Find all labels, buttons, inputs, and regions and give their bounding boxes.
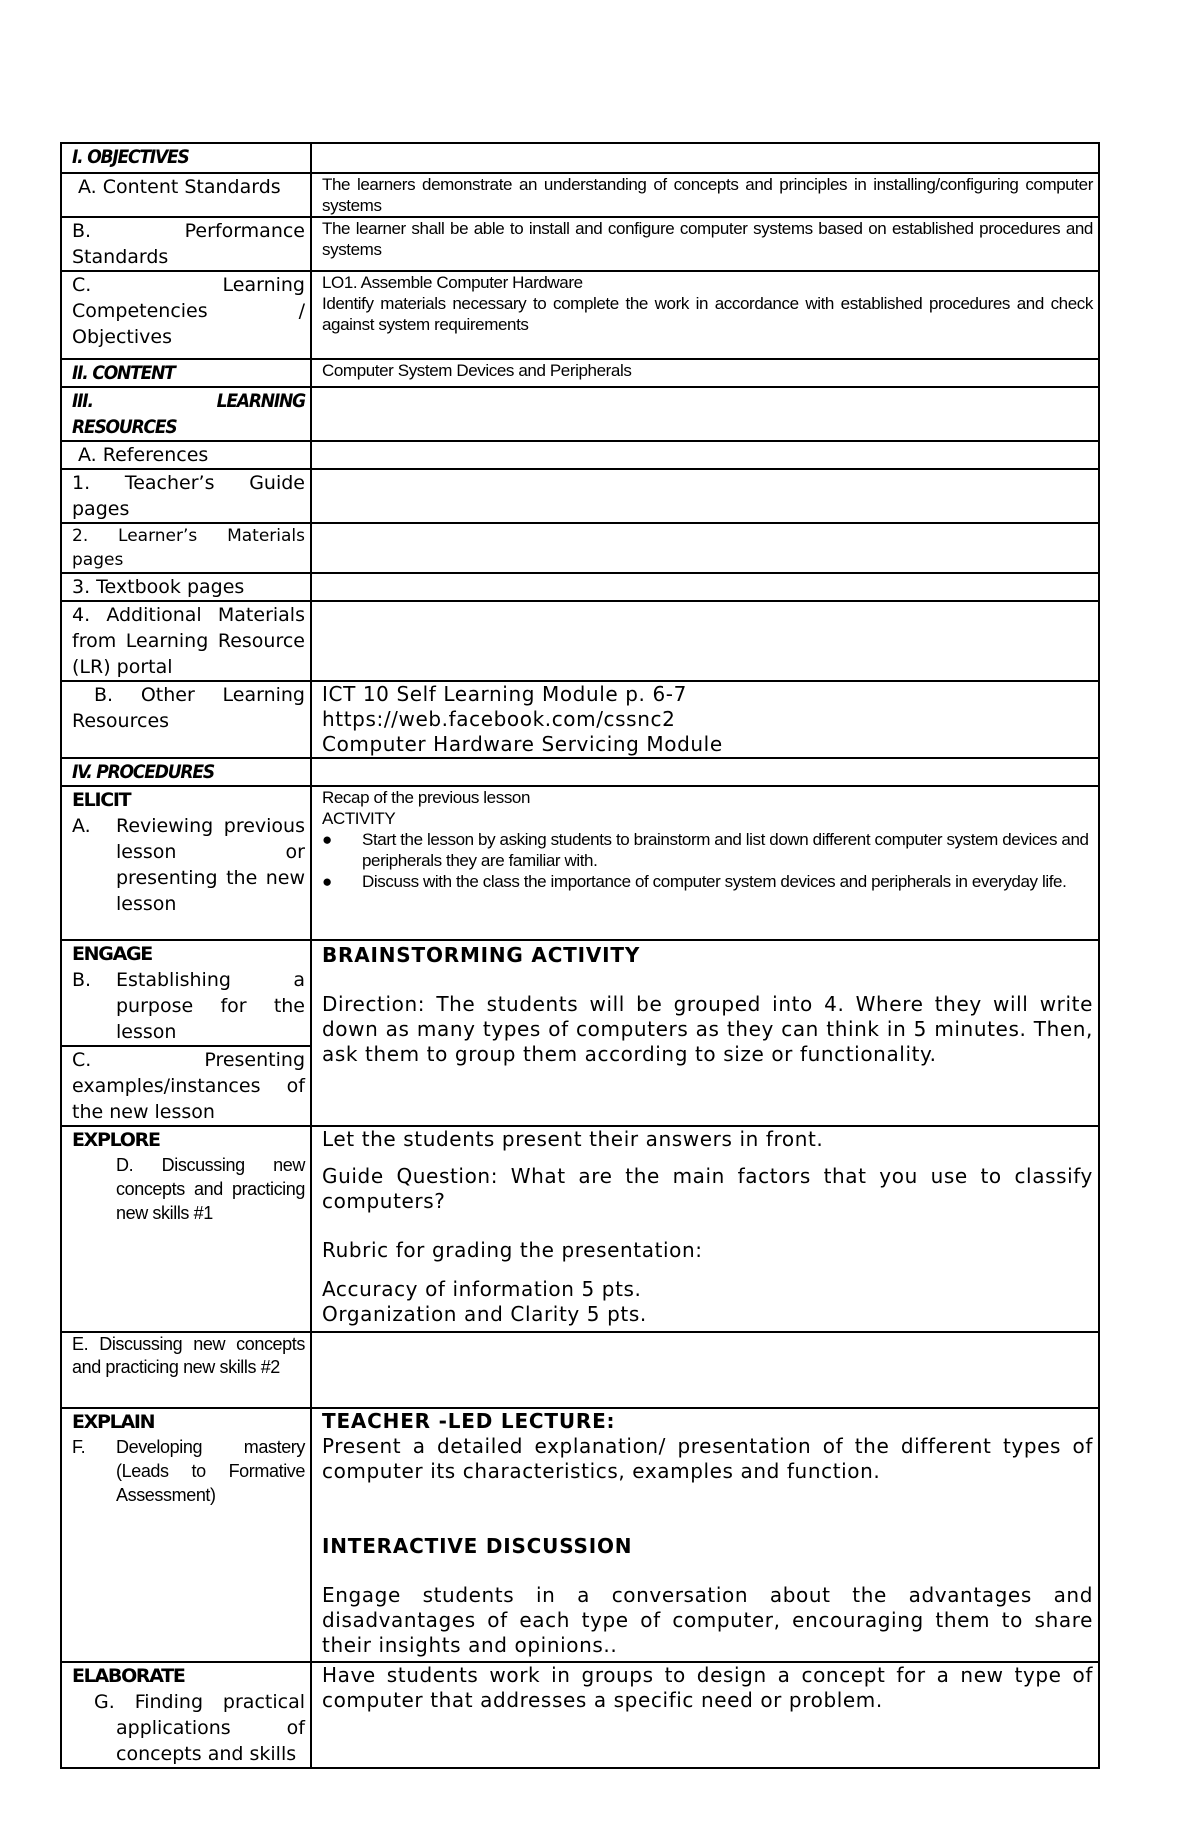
row-learners-materials bbox=[61, 523, 1099, 573]
learning-competencies-lo1: LO1. Assemble Computer Hardware bbox=[322, 273, 583, 292]
discussion-title: INTERACTIVE DISCUSSION bbox=[322, 1534, 633, 1558]
elicit-prefix: A. bbox=[72, 815, 91, 837]
row-textbook bbox=[61, 573, 1099, 601]
row-teachers-guide bbox=[61, 469, 1099, 523]
list-item: ● Start the lesson by asking students to brainstorm and list down different computer system devices and peripherals they are familiar with. bbox=[362, 829, 1093, 871]
other-resources-label: B. Other Learning Resources bbox=[72, 684, 305, 732]
row-objectives-heading bbox=[61, 143, 1099, 173]
row-learning-resources-heading bbox=[61, 387, 1099, 441]
row-procedures-heading bbox=[61, 758, 1099, 786]
explore-guide-question: Guide Question: What are the main factors that you use to classify computers? bbox=[322, 1164, 1093, 1213]
references-label: A. References bbox=[78, 444, 209, 466]
explain-prefix: F. bbox=[72, 1437, 86, 1457]
engage-b-label: Establishing a purpose for the lesson bbox=[116, 969, 305, 1043]
row-elaborate bbox=[61, 1662, 1099, 1768]
brainstorming-title: BRAINSTORMING ACTIVITY bbox=[322, 943, 641, 967]
learning-resources-heading-2: RESOURCES bbox=[72, 416, 177, 438]
content-heading: II. CONTENT bbox=[72, 362, 175, 384]
elaborate-tag: ELABORATE bbox=[72, 1665, 185, 1687]
row-references bbox=[61, 441, 1099, 469]
row-elicit bbox=[61, 786, 1099, 940]
row-performance-standards bbox=[61, 217, 1099, 271]
elicit-label: Reviewing previous lesson or presenting the new lesson bbox=[116, 815, 305, 915]
other-resources-module: ICT 10 Self Learning Module p. 6-7 bbox=[322, 682, 687, 706]
learning-competencies-detail: Identify materials necessary to complete the work in accordance with established procedures and check against system requirements bbox=[322, 294, 1093, 334]
elicit-bullet-list bbox=[322, 829, 1093, 892]
teachers-guide-label: 1. Teacher’s Guide pages bbox=[72, 472, 305, 520]
lesson-plan-table bbox=[60, 142, 1100, 1769]
other-resources-url: https://web.facebook.com/cssnc2 bbox=[322, 707, 676, 731]
performance-standards-label-1: B. Performance bbox=[72, 220, 305, 242]
engage-tag: ENGAGE bbox=[72, 943, 152, 965]
elaborate-label: G. Finding practical applications of concepts and skills bbox=[94, 1691, 305, 1765]
lecture-title: TEACHER -LED LECTURE: bbox=[322, 1409, 616, 1433]
row-discuss-2 bbox=[61, 1332, 1099, 1408]
learning-competencies-label-1: C. Learning bbox=[72, 274, 305, 296]
row-explain bbox=[61, 1408, 1099, 1662]
elicit-recap: Recap of the previous lesson bbox=[322, 788, 531, 807]
procedures-heading: IV. PROCEDURES bbox=[72, 761, 214, 783]
brainstorming-direction: Direction: The students will be grouped into 4. Where they will write down as many types of computers as they can think in 5 minutes. Then, ask them to group them according to size or functionality. bbox=[322, 992, 1093, 1066]
engage-b-prefix: B. bbox=[72, 969, 92, 991]
row-other-resources bbox=[61, 681, 1099, 758]
explore-tag: EXPLORE bbox=[72, 1129, 160, 1151]
explore-accuracy: Accuracy of information 5 pts. bbox=[322, 1277, 642, 1301]
explore-organization: Organization and Clarity 5 pts. bbox=[322, 1302, 647, 1326]
content-standards-label: A. Content Standards bbox=[78, 176, 281, 198]
row-engage-b bbox=[61, 940, 1099, 1046]
row-additional-materials bbox=[61, 601, 1099, 681]
explore-label: D. Discussing new concepts and practicing new skills #1 bbox=[116, 1155, 305, 1223]
discuss2-label: E. Discussing new concepts and practicing new skills #2 bbox=[72, 1334, 305, 1377]
explain-tag: EXPLAIN bbox=[72, 1411, 155, 1433]
list-item: ● Discuss with the class the importance of computer system devices and peripherals in everyday life. bbox=[362, 871, 1093, 892]
explore-present: Let the students present their answers in front. bbox=[322, 1127, 824, 1151]
objectives-heading: I. OBJECTIVES bbox=[72, 146, 189, 168]
elaborate-text: Have students work in groups to design a concept for a new type of computer that addresses a specific need or problem. bbox=[322, 1663, 1093, 1712]
discussion-text: Engage students in a conversation about the advantages and disadvantages of each type of computer, encouraging them to share their insights and opinions.. bbox=[322, 1583, 1093, 1657]
other-resources-chs-module: Computer Hardware Servicing Module bbox=[322, 732, 723, 756]
additional-materials-label: 4. Additional Materials from Learning Resource (LR) portal bbox=[72, 604, 305, 678]
explain-label: Developing mastery (Leads to Formative Assessment) bbox=[116, 1437, 305, 1505]
content-standards-value: The learners demonstrate an understanding of concepts and principles in installing/configuring computer systems bbox=[322, 175, 1093, 215]
lecture-text: Present a detailed explanation/ presentation of the different types of computer its characteristics, examples and function. bbox=[322, 1434, 1093, 1483]
row-learning-competencies bbox=[61, 271, 1099, 359]
textbook-label: 3. Textbook pages bbox=[72, 576, 245, 598]
engage-c-label: C. Presenting examples/instances of the new lesson bbox=[72, 1049, 305, 1123]
learning-competencies-label-2: Competencies / bbox=[72, 300, 305, 322]
row-content-standards bbox=[61, 173, 1099, 217]
content-value: Computer System Devices and Peripherals bbox=[322, 361, 632, 380]
learners-materials-label: 2. Learner’s Materials pages bbox=[72, 526, 305, 570]
performance-standards-value: The learner shall be able to install and configure computer systems based on established procedures and systems bbox=[322, 219, 1093, 259]
row-explore bbox=[61, 1126, 1099, 1332]
elicit-tag: ELICIT bbox=[72, 789, 131, 811]
elicit-activity: ACTIVITY bbox=[322, 809, 396, 828]
row-content bbox=[61, 359, 1099, 387]
performance-standards-label-2: Standards bbox=[72, 246, 169, 268]
learning-competencies-label-3: Objectives bbox=[72, 326, 172, 348]
learning-resources-heading-1: III. LEARNING bbox=[72, 390, 305, 412]
explore-rubric: Rubric for grading the presentation: bbox=[322, 1238, 703, 1262]
